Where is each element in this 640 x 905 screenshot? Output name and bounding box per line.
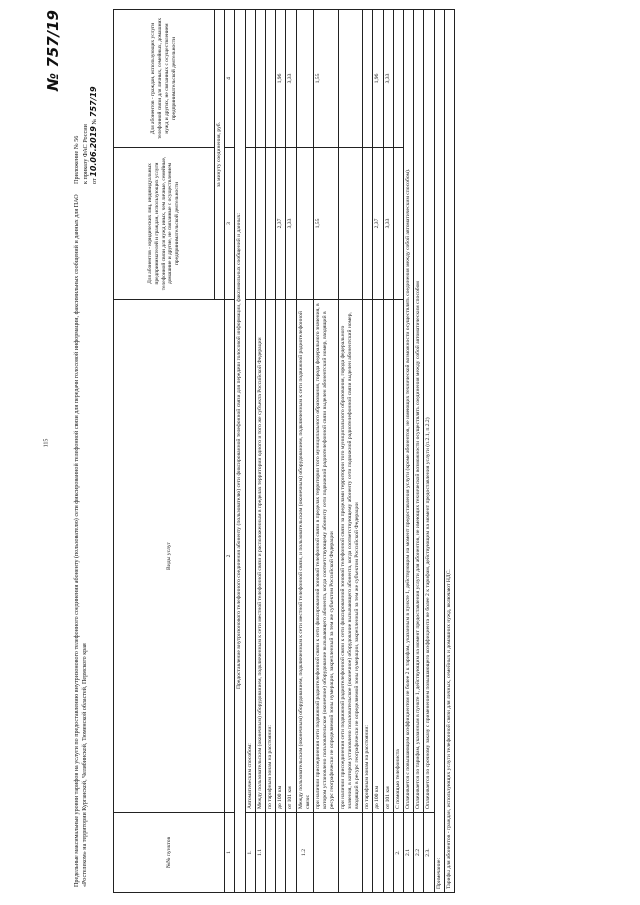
row-number: 1.1 bbox=[255, 813, 265, 893]
row-number bbox=[383, 813, 393, 893]
note-text: Оплачивается с повышающим коэффициентом не более 2 к тарифам, указанным в пункте 1, действующим на момент предоставления услуги (кроме абонентов, не имеющих технической возможности осуществлять соединения между собой автоматическим способом). bbox=[404, 10, 414, 813]
col-num-4: 4 bbox=[225, 10, 235, 148]
row-number bbox=[286, 813, 296, 893]
table-row bbox=[286, 10, 296, 893]
notes-rows bbox=[404, 10, 435, 893]
row-number bbox=[276, 813, 286, 893]
row-value-citizens bbox=[296, 10, 313, 148]
row-value-citizens bbox=[266, 10, 276, 148]
row-number bbox=[373, 813, 383, 893]
table-row bbox=[383, 10, 393, 893]
handwritten-number: 757/19 bbox=[89, 86, 99, 118]
row-number: 2. bbox=[393, 813, 403, 893]
row-value-legal: 2,37 bbox=[373, 148, 383, 300]
note-row bbox=[424, 10, 434, 893]
row-value-citizens bbox=[393, 10, 403, 148]
row-value-legal bbox=[363, 148, 373, 300]
row-value-citizens: 1,96 bbox=[373, 10, 383, 148]
row-value-legal: 3,33 bbox=[286, 148, 296, 300]
row-description: от 101 км bbox=[286, 300, 296, 813]
row-number bbox=[266, 813, 276, 893]
row-number bbox=[314, 813, 339, 893]
row-description: С помощью телефониста bbox=[393, 300, 403, 813]
row-description: до 100 км bbox=[276, 300, 286, 813]
row-description: Автоматическим способом: bbox=[245, 300, 255, 813]
col-num-1: 1 bbox=[225, 813, 235, 893]
appendix-line1: Приложение № 56 bbox=[73, 135, 80, 184]
footnote-title: Примечание: bbox=[434, 10, 444, 893]
note-text: Оплачивается по тарифам, указанным в пункте 1, действующим на момент предоставления услуги для абонентов, не имеющих технической возможности осуществлять соединения между собой автоматическим способом bbox=[414, 10, 424, 813]
row-value-legal bbox=[245, 148, 255, 300]
table-row bbox=[266, 10, 276, 893]
note-row bbox=[414, 10, 424, 893]
handwritten-corner-number: № 757/19 bbox=[44, 10, 62, 91]
tariff-table bbox=[113, 9, 455, 893]
note-row bbox=[404, 10, 414, 893]
appendix-header bbox=[44, 10, 100, 184]
col-num-3: 3 bbox=[225, 148, 235, 300]
section-title: Предоставление внутризонового телефонного соединения абоненту (пользователю) сети фиксированной телефонной связи для передачи голосовой информации, факсимильных сообщений и данных: bbox=[235, 10, 245, 893]
table-row bbox=[245, 10, 255, 893]
row-value-citizens bbox=[338, 10, 363, 148]
row-value-citizens bbox=[255, 10, 265, 148]
header-citizens: Для абонентов - граждан, использующих услуги телефонной связи для личных, семейных, домашних нужд и других, не связанных с осуществлением предпринимательской деятельности bbox=[114, 10, 215, 148]
note-number: 2.3. bbox=[424, 813, 434, 893]
table-row bbox=[276, 10, 286, 893]
row-description: при наличии присоединения сети подвижной радиотелефонной связи к сети фиксированной зоновой телефонной связи в пределах территории того муниципального образования, города федерального значения, в котором установлено пользовательское (оконечное) оборудование вызывающего абонента, когда соответствующему абоненту сети подвижной радиотелефонной связи выделен абонентский номер, входящий в ресурс географически не определяемой зоны нумерации, закрепленный за тем же субъектом Российской Федерации bbox=[314, 300, 339, 813]
header-services: Виды услуг bbox=[114, 300, 225, 813]
page-number: 115 bbox=[43, 438, 50, 448]
appendix-line3 bbox=[90, 14, 100, 184]
header-row bbox=[114, 10, 215, 893]
unit-label: за минуту соединения, руб. bbox=[215, 10, 225, 300]
table-row bbox=[393, 10, 403, 893]
row-value-legal bbox=[255, 148, 265, 300]
row-value-citizens: 3,33 bbox=[286, 10, 296, 148]
row-value-citizens: 1,96 bbox=[276, 10, 286, 148]
footnote-text: Тарифы для абонентов - граждан, использующих услуги телефонной связи для личных, семейных и домашних нужд, включают НДС. bbox=[444, 10, 454, 893]
footnote-row bbox=[444, 10, 454, 893]
section-title-row bbox=[235, 10, 245, 893]
note-number: 2.2 bbox=[414, 813, 424, 893]
tariff-rows bbox=[245, 10, 403, 893]
row-value-legal bbox=[266, 148, 276, 300]
header-numbers: №№ пунктов bbox=[114, 813, 225, 893]
row-value-citizens: 3,33 bbox=[383, 10, 393, 148]
appendix-line2: к приказу ФАС России bbox=[81, 124, 89, 184]
row-number: 1. bbox=[245, 813, 255, 893]
row-description: Между пользовательским (оконечным) оборудованием, подключенным к сети местной телефонной связи, и пользовательским (оконечным) оборудованием, подключенным к сети подвижной радиотелефонной связи: bbox=[296, 300, 313, 813]
note-text: Оплачивается по срочному заказу с применением повышающего коэффициента не более 2 к тарифам, действующим на момент предоставления услуги (п.2.1, п.2.2) bbox=[424, 10, 434, 813]
document-title: Предельные максимальные уровни тарифов на услуги по предоставлению внутризонового телефонного соединения абоненту (пользователю) сети фиксированной телефонной связи для передачи голосовой информации, факсимильных сообщений и данных для ПАО «Ростелеком» на территории Курганской, Челябинской, Тюменской областей, Пермского края bbox=[74, 194, 88, 887]
row-value-legal bbox=[393, 148, 403, 300]
appendix-number-label: № bbox=[91, 118, 99, 125]
row-value-legal: 3,33 bbox=[383, 148, 393, 300]
row-value-legal: 1,55 bbox=[314, 148, 339, 300]
table-row bbox=[314, 10, 339, 893]
row-description: от 101 км bbox=[383, 300, 393, 813]
row-value-legal bbox=[338, 148, 363, 300]
row-number bbox=[338, 813, 363, 893]
note-number: 2.1 bbox=[404, 813, 414, 893]
row-description: при наличии присоединения сети подвижной радиотелефонной связи к сети фиксированной зоновой телефонной связи за пределами территории того муниципального образования, города федерального значения, в котором установлено пользовательское (оконечное) оборудование вызывающего абонента, когда соответствующему абоненту сети подвижной радиотелефонной связи выделен абонентский номер, входящий в ресурс географически не определяемой зоны нумерации, закрепленный за тем же субъектом Российской Федерации bbox=[338, 300, 363, 813]
handwritten-date: 10.06.2019 bbox=[89, 126, 99, 177]
row-value-legal bbox=[296, 148, 313, 300]
row-description: до 100 км bbox=[373, 300, 383, 813]
col-num-2: 2 bbox=[225, 300, 235, 813]
row-number bbox=[363, 813, 373, 893]
column-number-row bbox=[225, 10, 235, 893]
row-description: по тарифным зонам на расстоянии: bbox=[266, 300, 276, 813]
header-legal-entities: Для абонентов - юридических лиц, индивидуальных предпринимателей и граждан, использующих услуги телефонной связи для нужд иных, чем личные, семейные, домашние и другие, не связанные с осуществлением предпринимательской деятельности bbox=[114, 148, 215, 300]
table-row bbox=[363, 10, 373, 893]
table-row bbox=[296, 10, 313, 893]
appendix-from: от bbox=[91, 178, 99, 184]
footnote-title-row bbox=[434, 10, 444, 893]
row-value-citizens bbox=[363, 10, 373, 148]
row-value-citizens bbox=[245, 10, 255, 148]
row-number: 1.2 bbox=[296, 813, 313, 893]
row-description: по тарифным зонам на расстоянии: bbox=[363, 300, 373, 813]
table-row bbox=[338, 10, 363, 893]
table-row bbox=[255, 10, 265, 893]
table-row bbox=[373, 10, 383, 893]
row-value-citizens: 1,55 bbox=[314, 10, 339, 148]
row-value-legal: 2,37 bbox=[276, 148, 286, 300]
row-description: Между пользовательским (оконечным) оборудованием, подключенным к сети местной телефонной связи и расположенным в пределах территории одного и того же субъекта Российской Федерации bbox=[255, 300, 265, 813]
